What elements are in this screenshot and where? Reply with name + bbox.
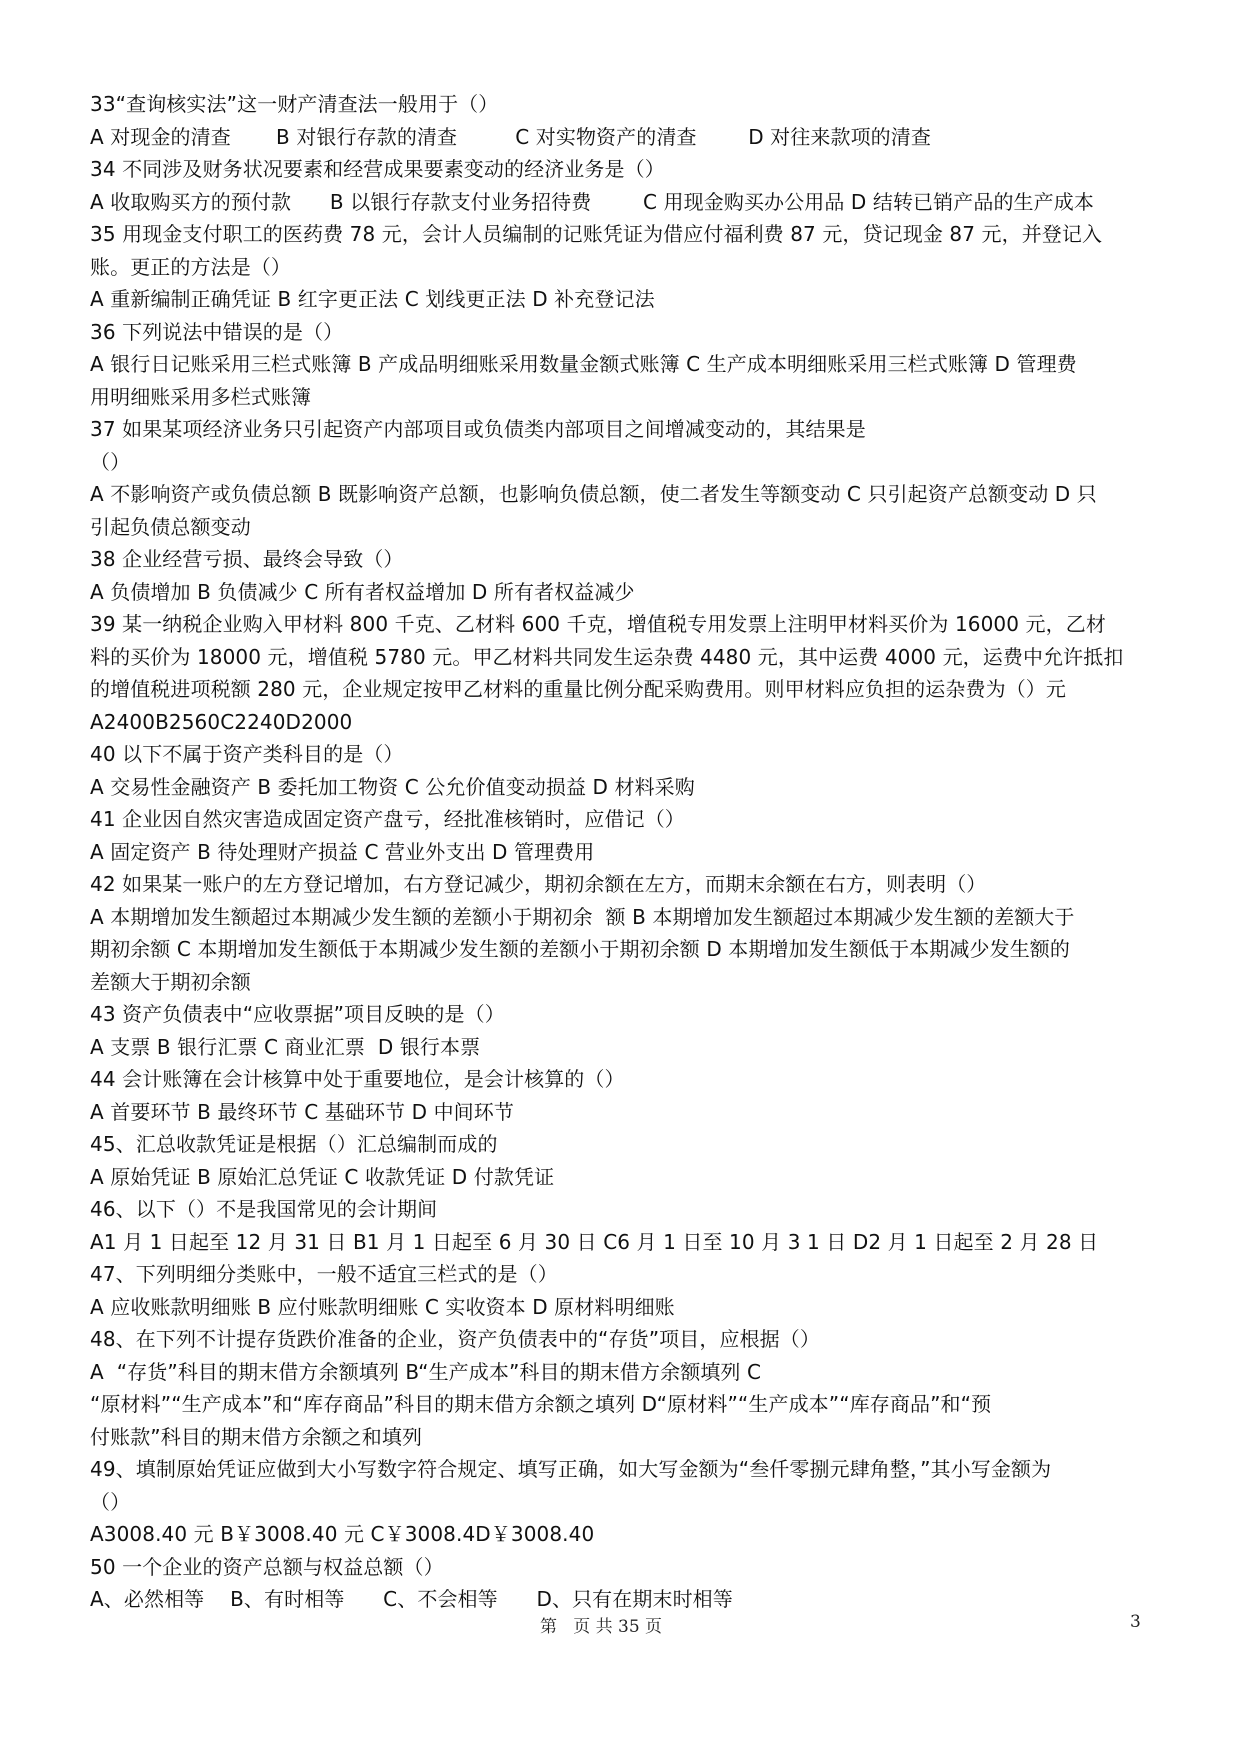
text-line: 50 一个企业的资产总额与权益总额（） <box>90 1554 444 1579</box>
text-line: 账。更正的方法是（） <box>90 254 291 279</box>
text-line: 45、汇总收款凭证是根据（）汇总编制而成的 <box>90 1132 498 1156</box>
text-line: 35 用现金支付职工的医药费 78 元，会计人员编制的记账凭证为借应付福利费 87 元，贷记现金 87 元，并登记入 <box>90 222 1103 246</box>
text-line: A 支票 B 银行汇票 C 商业汇票 D 银行本票 <box>90 1034 481 1059</box>
text-line: A “存货”科目的期末借方余额填列 B“生产成本”科目的期末借方余额填列 C <box>90 1359 762 1384</box>
text-line: A 重新编制正确凭证 B 红字更正法 C 划线更正法 D 补充登记法 <box>90 287 655 311</box>
text-line: 39 某一纳税企业购入甲材料 800 千克、乙材料 600 千克，增值税专用发票上注明甲材料买价为 16000 元，乙材 <box>90 612 1106 636</box>
text-line: 34 不同涉及财务状况要素和经营成果要素变动的经济业务是（） <box>90 157 665 181</box>
text-line: 36 下列说法中错误的是（） <box>90 319 344 344</box>
text-line: A、必然相等 B、有时相等 C、不会相等 D、只有在期末时相等 <box>90 1587 733 1611</box>
text-line: A3008.40 元 B￥3008.40 元 C￥3008.4D￥3008.40 <box>90 1522 595 1546</box>
text-line: A 原始凭证 B 原始汇总凭证 C 收款凭证 D 付款凭证 <box>90 1164 555 1189</box>
text-line: 付账款”科目的期末借方余额之和填列 <box>90 1424 423 1449</box>
text-line: A 负债增加 B 负债减少 C 所有者权益增加 D 所有者权益减少 <box>90 579 635 604</box>
text-line: A2400B2560C2240D2000 <box>90 709 353 734</box>
text-line: “原材料”“生产成本”和“库存商品”科目的期末借方余额之填列 D“原材料”“生产成本”“库存商品”和“预 <box>90 1392 992 1416</box>
text-line: 引起负债总额变动 <box>90 514 251 539</box>
text-line: A 固定资产 B 待处理财产损益 C 营业外支出 D 管理费用 <box>90 839 595 864</box>
text-line: A 银行日记账采用三栏式账簿 B 产成品明细账采用数量金额式账簿 C 生产成本明细账采用三栏式账簿 D 管理费 <box>90 352 1077 376</box>
text-line: A 应收账款明细账 B 应付账款明细账 C 实收资本 D 原材料明细账 <box>90 1294 675 1319</box>
text-line: A 本期增加发生额超过本期减少发生额的差额小于期初余 额 B 本期增加发生额超过本期减少发生额的差额大于 <box>90 904 1075 929</box>
text-line: 的增值税进项税额 280 元，企业规定按甲乙材料的重量比例分配采购费用。则甲材料应负担的运杂费为（）元 <box>90 677 1066 701</box>
question-list <box>90 88 1152 1616</box>
text-line: 40 以下不属于资产类科目的是（） <box>90 742 404 766</box>
text-line: A 收取购买方的预付款 B 以银行存款支付业务招待费 C 用现金购买办公用品 D 结转已销产品的生产成本 <box>90 189 1094 214</box>
text-line: 差额大于期初余额 <box>90 969 251 994</box>
text-line: A 对现金的清查 B 对银行存款的清查 C 对实物资产的清查 D 对往来款项的清查 <box>90 124 931 149</box>
text-line: 42 如果某一账户的左方登记增加，右方登记减少，期初余额在左方，而期末余额在右方，则表明（） <box>90 872 987 896</box>
text-line: 37 如果某项经济业务只引起资产内部项目或负债类内部项目之间增减变动的，其结果是 <box>90 417 866 441</box>
page-footer <box>0 1612 1241 1642</box>
text-line: 料的买价为 18000 元，增值税 5780 元。甲乙材料共同发生运杂费 4480 元，其中运费 4000 元，运费中允许抵扣 <box>90 644 1124 669</box>
text-line: A 首要环节 B 最终环节 C 基础环节 D 中间环节 <box>90 1099 514 1124</box>
text-line: 期初余额 C 本期增加发生额低于本期减少发生额的差额小于期初余额 D 本期增加发生额低于本期减少发生额的 <box>90 937 1070 961</box>
text-line: （） <box>90 1489 131 1514</box>
footer-page-of-total: 第 页 共 35 页 <box>540 1617 663 1637</box>
text-line: 38 企业经营亏损、最终会导致（） <box>90 547 404 571</box>
text-line: 44 会计账簿在会计核算中处于重要地位，是会计核算的（） <box>90 1067 625 1091</box>
text-line: 用明细账采用多栏式账簿 <box>90 384 312 409</box>
text-line: 49、填制原始凭证应做到大小写数字符合规定、填写正确，如大写金额为“叁仟零捌元肆角整，”其小写金额为 <box>90 1457 1052 1481</box>
page-number: 3 <box>1130 1612 1141 1632</box>
text-line: 41 企业因自然灾害造成固定资产盘亏，经批准核销时，应借记（） <box>90 807 685 831</box>
text-line: 43 资产负债表中“应收票据”项目反映的是（） <box>90 1002 505 1026</box>
text-line: 48、在下列不计提存货跌价准备的企业，资产负债表中的“存货”项目，应根据（） <box>90 1327 820 1351</box>
text-line: （） <box>90 449 131 474</box>
text-line: 47、下列明细分类账中，一般不适宜三栏式的是（） <box>90 1262 558 1286</box>
text-line: A 不影响资产或负债总额 B 既影响资产总额，也影响负债总额，使二者发生等额变动 C 只引起资产总额变动 D 只 <box>90 482 1097 506</box>
text-line: A1 月 1 日起至 12 月 31 日 B1 月 1 日起至 6 月 30 日 C6 月 1 日至 10 月 3 1 日 D2 月 1 日起至 2 月 28 日 <box>90 1229 1099 1254</box>
text-line: 33“查询核实法”这一财产清查法一般用于（） <box>90 92 499 116</box>
text-line: 46、以下（）不是我国常见的会计期间 <box>90 1197 438 1221</box>
text-line: A 交易性金融资产 B 委托加工物资 C 公允价值变动损益 D 材料采购 <box>90 774 695 799</box>
